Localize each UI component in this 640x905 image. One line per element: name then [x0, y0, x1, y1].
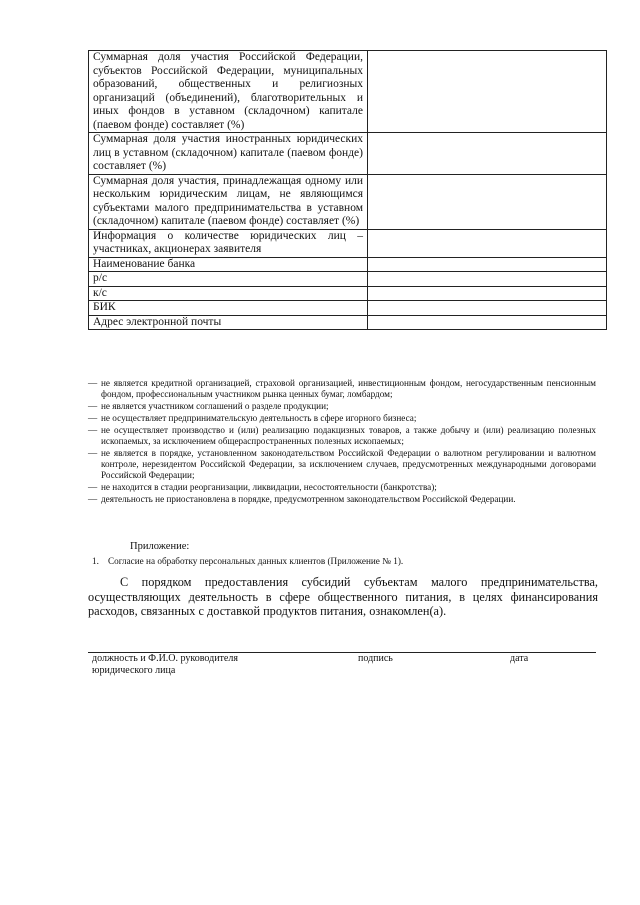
table-row — [89, 174, 607, 229]
row-value-field[interactable] — [368, 51, 607, 133]
row-label: Адрес электронной почты — [89, 315, 368, 330]
dash-bullet: — — [88, 424, 98, 435]
condition-item — [88, 482, 596, 493]
row-value-field[interactable] — [368, 257, 607, 272]
table-row — [89, 301, 607, 316]
row-value-field[interactable] — [368, 301, 607, 316]
row-value-field[interactable] — [368, 133, 607, 175]
table-row — [89, 315, 607, 330]
condition-item — [88, 401, 596, 412]
condition-text: не является участником соглашений о разделе продукции; — [101, 401, 329, 412]
row-label: к/с — [89, 286, 368, 301]
signature-role-label: должность и Ф.И.О. руководителя юридического лица — [92, 653, 238, 676]
row-label: Информация о количестве юридических лиц – участниках, акционерах заявителя — [89, 229, 368, 257]
attachment-item-text: Согласие на обработку персональных данных клиентов (Приложение № 1). — [108, 556, 404, 566]
table-row — [89, 229, 607, 257]
condition-text: не осуществляет предпринимательскую деятельность в сфере игорного бизнеса; — [101, 412, 417, 423]
condition-text: не является кредитной организацией, страховой организацией, инвестиционным фондом, негосударственным пенсионным фондом, профессиональным участником рынка ценных бумаг, ломбардом; — [101, 378, 596, 400]
attachment-item-number: 1. — [92, 556, 99, 566]
applicant-info-table — [88, 50, 607, 330]
signature-sign-label: подпись — [358, 653, 393, 664]
condition-text: не осуществляет производство и (или) реализацию подакцизных товаров, а также добычу и (или) реализацию полезных ископаемых, за исключением общераспространенных полезных ископаемых; — [101, 424, 596, 446]
dash-bullet: — — [88, 482, 98, 493]
condition-item — [88, 425, 596, 448]
table-row — [89, 257, 607, 272]
row-label: Суммарная доля участия иностранных юридических лиц в уставном (складочном) капитале (паевом фонде) составляет (%) — [89, 133, 368, 175]
table-row — [89, 133, 607, 175]
acknowledgment-paragraph: С порядком предоставления субсидий субъектам малого предпринимательства, осуществляющих деятельность в сфере общественного питания, в целях финансирования расходов, связанных с доставкой продуктов питания, ознакомлен(а). — [88, 575, 598, 618]
table-row — [89, 51, 607, 133]
dash-bullet: — — [88, 412, 98, 423]
dash-bullet: — — [88, 401, 98, 412]
row-value-field[interactable] — [368, 272, 607, 287]
condition-item — [88, 448, 596, 482]
row-label: Наименование банка — [89, 257, 368, 272]
row-value-field[interactable] — [368, 315, 607, 330]
condition-text: не находится в стадии реорганизации, ликвидации, несостоятельности (банкротства); — [101, 482, 437, 493]
row-value-field[interactable] — [368, 174, 607, 229]
condition-item — [88, 494, 596, 505]
condition-item — [88, 413, 596, 424]
table-row — [89, 286, 607, 301]
dash-bullet: — — [88, 447, 98, 458]
conditions-list — [88, 378, 596, 506]
condition-text: не является в порядке, установленном законодательством Российской Федерации о валютном регулировании и валютном контроле, нерезидентом Российской Федерации, за исключением случаев, предусмотренных международными договорами Российской Федерации; — [101, 447, 596, 481]
table-body — [89, 51, 607, 330]
condition-item — [88, 378, 596, 401]
dash-bullet: — — [88, 378, 98, 388]
row-label: р/с — [89, 272, 368, 287]
row-label: БИК — [89, 301, 368, 316]
row-value-field[interactable] — [368, 229, 607, 257]
attachment-title: Приложение: — [130, 541, 190, 552]
row-label: Суммарная доля участия Российской Федерации, субъектов Российской Федерации, муниципальных образований, общественных и религиозных организаций (объединений), благотворительных и иных фондов в уставном (складочном) капитале (паевом фонде) составляет (%) — [89, 51, 368, 133]
dash-bullet: — — [88, 493, 98, 504]
attachment-item — [92, 556, 403, 567]
row-label: Суммарная доля участия, принадлежащая одному или нескольким юридическим лицам, не являющимся субъектами малого предпринимательства в уставном (складочном) капитале (паевом фонде) составляет (%) — [89, 174, 368, 229]
condition-text: деятельность не приостановлена в порядке, предусмотренном законодательством Российской Федерации. — [101, 493, 516, 504]
row-value-field[interactable] — [368, 286, 607, 301]
signature-date-label: дата — [510, 653, 529, 664]
table-row — [89, 272, 607, 287]
